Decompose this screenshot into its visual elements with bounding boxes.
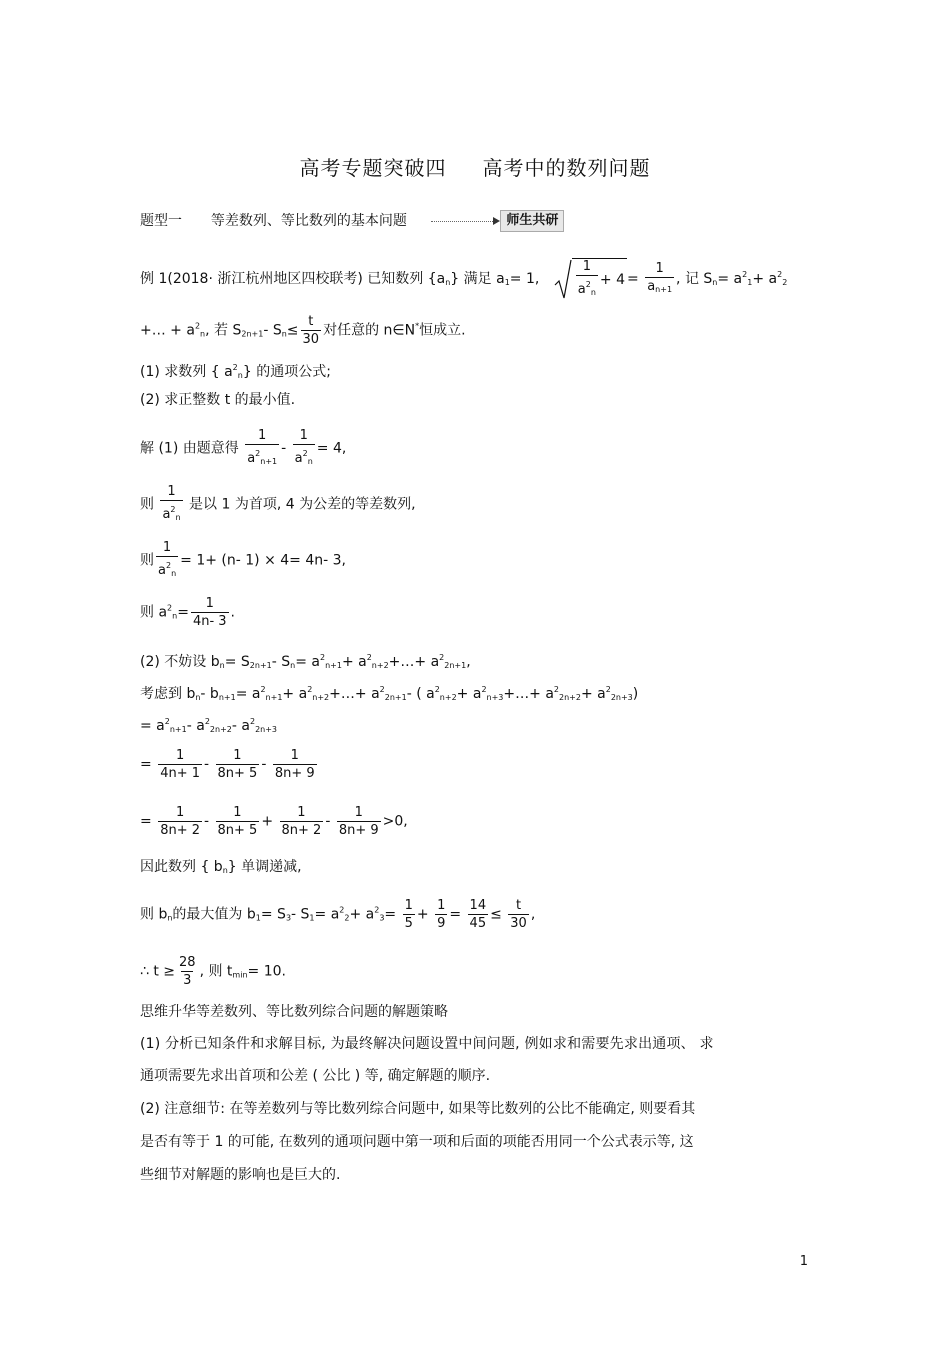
example-note: , 记 S <box>676 271 713 287</box>
badge-label: 师生共研 <box>500 210 564 232</box>
arrow-right-icon <box>493 217 500 225</box>
question-1: (1) 求数列 { $a^2_n$} 的通项公式; <box>140 363 331 380</box>
solution-line-11: 则 $b_n$的最大值为 $b_1= S_3-$ $S_1= a^2_2+ a^2_3=$ $\frac{1}{5}$ + $\frac{1}{9}$ = $\frac{14}{45}$ ≤ $\frac{t}{30}$ , <box>140 898 536 931</box>
solution-12c: = 10. <box>247 963 286 980</box>
solution-7: = a <box>140 718 165 734</box>
example-line-2: +… + $a^2_n$, 若 $S_{2n+1}-$ $S_n\le$ $\frac{t}{30}$ 对任意的 n∈N*恒成立. <box>140 314 466 347</box>
tips-p1b: 通项需要先求出首项和公差 ( 公比 ) 等, 确定解题的顺序. <box>140 1068 491 1084</box>
solution-5: (2) 不妨设 b <box>140 654 220 670</box>
solution-line-9: = $\frac{1}{8n+ 2}$ - $\frac{1}{8n+ 5}$ + $\frac{1}{8n+ 2}$ - $\frac{1}{8n+ 9}$ >0, <box>140 805 408 838</box>
question-1-tail: } 的通项公式; <box>242 364 331 380</box>
question-2: (2) 求正整数 t 的最小值. <box>140 392 296 408</box>
solution-line-1: 解 (1) 由题意得 $\frac{1}{a^2_{n+1}}$ - $\frac{1}{a^2_n}$ = 4, <box>140 428 346 469</box>
solution-line-2: 则 $\frac{1}{a^2_n}$ 是以 1 为首项, 4 为公差的等差数列, <box>140 484 416 525</box>
solution-5b: = S <box>224 654 250 670</box>
example-cont3: - S <box>263 322 282 339</box>
example-prefix: 例 1(2018· 浙江杭州地区四校联考 <box>140 271 358 287</box>
solution-line-5: (2) 不妨设 $b_n= S_{2n+1}-$ $S_n= a^2_{n+1}+$ $a^2_{n+2}+\dots+ a^2_{2n+1}$, <box>140 653 471 670</box>
tips-p2c: 些细节对解题的影响也是巨大的. <box>140 1167 341 1183</box>
solution-5e: + a <box>341 654 367 670</box>
solution-line-10: 因此数列 { $b_n$} 单调递减, <box>140 859 302 875</box>
solution-line-3: 则 $\frac{1}{a^2_n}$ = 1+ (n- 1) × 4= 4n- 3, <box>140 540 346 581</box>
badge <box>431 210 564 232</box>
solution-line-12: ∴ t ≥ $\frac{28}{3}$ , 则 $t_{min}= 10$. <box>140 955 286 988</box>
example-line-1: 例 1(2018· 浙江杭州地区四校联考) 已知数列 $\{a_n\}$ 满足 $a_1= 1$, $\frac{1}{a^2_n}$ + 4 = $\frac{1}{a_{n+1}}$ , 记 $S_n= a^2_1+ a^2_2$ <box>140 258 787 300</box>
solution-12b: , 则 t <box>199 963 233 980</box>
section-topic: 等差数列、等比数列的基本问题 <box>210 213 407 229</box>
solution-11b: 的最大值为 b <box>172 906 256 923</box>
section-label: 题型一 <box>140 213 182 229</box>
solution-12: ∴ t ≥ <box>140 963 176 980</box>
example-given: ) 已知数列 {a <box>357 271 446 287</box>
example-cont5: 恒成立. <box>419 322 466 339</box>
example-cont2: , 若 S <box>205 322 242 339</box>
solution-2a: 则 <box>140 496 154 513</box>
solution-3a: 则 <box>140 552 154 569</box>
frac-1-an1: $\frac{1}{a_{n+1}}$ <box>645 261 674 297</box>
tips-p2b: 是否有等于 1 的可能, 在数列的通项问题中第一项和后面的项能否用同一个公式表示等, 这 <box>140 1134 694 1150</box>
solution-1-tail: = 4, <box>316 440 347 457</box>
solution-4a: 则 a <box>140 604 168 621</box>
solution-6tail: - ( a <box>406 686 435 702</box>
section-header <box>140 210 564 232</box>
solution-5c: - S <box>271 654 291 670</box>
solution-4b: = <box>177 604 189 621</box>
example-cont: +… + a <box>140 322 195 339</box>
solution-line-8: = $\frac{1}{4n+ 1}$ - $\frac{1}{8n+ 5}$ - $\frac{1}{8n+ 9}$ <box>140 748 315 781</box>
solution-line-6: 考虑到 $b_n-$ $b_{n+1}= a^2_{n+1}+$ $a^2_{n+2}+\dots+ a^2_{2n+1}-$ ( $a^2_{n+2}+$ $a^2_{n+3}+\dots+ a^2_{2n+2}+ a^2_{2n+3}$) <box>140 685 639 702</box>
sqrt-expr: $\frac{1}{a^2_n}$ + 4 <box>554 258 627 300</box>
solution-10: 因此数列 { b <box>140 859 223 875</box>
tips-p2: (2) 注意细节: 在等差数列与等比数列综合问题中, 如果等比数列的公比不能确定, 则要看其 <box>140 1101 696 1117</box>
solution-3b: = 1+ (n- 1) × 4= 4n- 3, <box>180 552 346 569</box>
question-1-text: (1) 求数列 { a <box>140 364 233 380</box>
title-part2: 高考中的数列问题 <box>482 156 651 180</box>
dotted-line-icon <box>431 221 493 222</box>
tips-p1: (1) 分析已知条件和求解目标, 为最终解决问题设置中间问题, 例如求和需要先求出通项、 求 <box>140 1036 714 1052</box>
example-given3: = 1, <box>509 271 540 287</box>
example-cont4: 对任意的 n∈N <box>323 322 416 339</box>
solution-6c: = a <box>235 686 261 702</box>
solution-6b: - b <box>200 686 219 702</box>
solution-11: 则 b <box>140 906 168 923</box>
solution-10b: } 单调递减, <box>227 859 302 875</box>
solution-5d: = a <box>295 654 320 670</box>
example-given2: } 满足 a <box>450 271 505 287</box>
page-title <box>0 152 950 181</box>
solution-2b: 是以 1 为首项, 4 为公差的等差数列, <box>189 496 416 513</box>
solution-line-7: = $a^2_{n+1}-$ $a^2_{2n+2}-$ $a^2_{2n+3}$ <box>140 717 278 734</box>
page-number: 1 <box>799 1254 808 1269</box>
title-part1: 高考专题突破四 <box>299 156 447 180</box>
solution-1-text: 解 (1) 由题意得 <box>140 440 239 457</box>
tips-title: 思维升华等差数列、等比数列综合问题的解题策略 <box>140 1004 448 1020</box>
solution-line-4: 则 $a^2_n=$ $\frac{1}{4n- 3}$ . <box>140 596 235 629</box>
solution-6: 考虑到 b <box>140 686 196 702</box>
solution-5f: +…+ a <box>388 654 440 670</box>
